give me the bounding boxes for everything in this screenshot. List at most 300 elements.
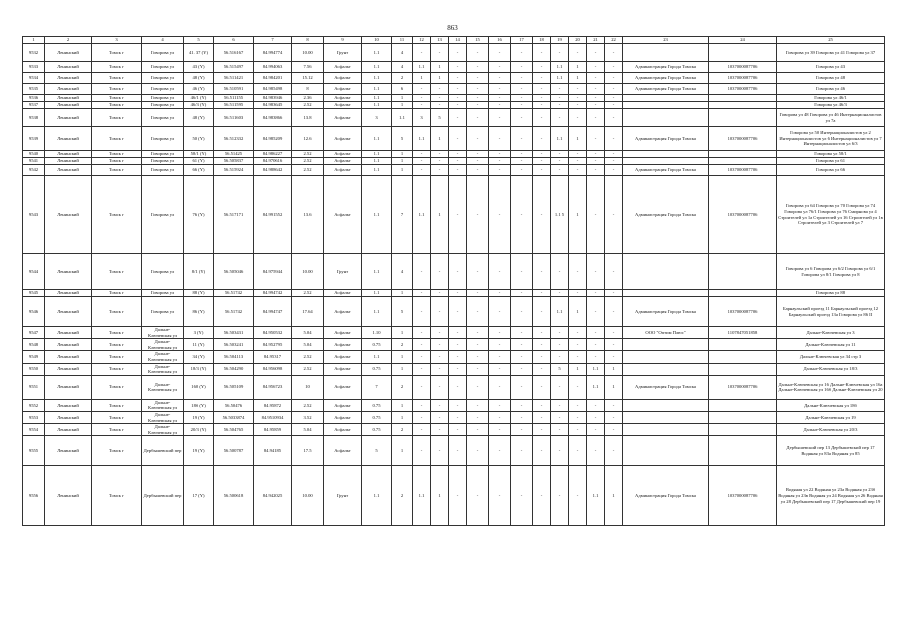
table-cell: 1.10 [362, 327, 392, 339]
table-cell: 9535 [23, 84, 45, 95]
table-cell [709, 363, 777, 375]
table-cell: - [587, 399, 605, 411]
table-cell: - [449, 466, 467, 526]
table-cell: - [449, 109, 467, 127]
header-cell: 21 [587, 37, 605, 44]
table-cell: 9552 [23, 399, 45, 411]
table-cell: - [511, 62, 533, 73]
table-cell: 1 [392, 290, 413, 297]
table-cell: - [467, 254, 489, 290]
table-cell: 43 (Y) [184, 62, 214, 73]
table-cell: Томск г [92, 436, 142, 466]
table-cell: - [489, 165, 511, 176]
header-cell: 17 [511, 37, 533, 44]
table-cell: 9542 [23, 165, 45, 176]
table-cell: - [431, 375, 449, 399]
table-cell: 84.988642 [254, 165, 292, 176]
table-cell: 84.94185 [254, 436, 292, 466]
table-cell: 1.1 [362, 127, 392, 151]
table-cell: 56.504765 [214, 424, 254, 436]
table-cell: Томск г [92, 109, 142, 127]
table-cell: 17.64 [292, 297, 324, 327]
table-cell: 2 [392, 424, 413, 436]
table-cell: - [587, 73, 605, 84]
table-cell: - [467, 399, 489, 411]
table-cell: Асфальт [324, 363, 362, 375]
table-cell: 5.04 [292, 327, 324, 339]
header-cell: 4 [142, 37, 184, 44]
table-cell: Говорова ул [142, 165, 184, 176]
table-cell: - [449, 424, 467, 436]
table-cell: Грунт [324, 44, 362, 62]
table-cell: 5.04 [292, 424, 324, 436]
table-cell [623, 363, 709, 375]
table-cell: 10.00 [292, 254, 324, 290]
table-cell [709, 254, 777, 290]
table-cell: - [605, 424, 623, 436]
header-cell: 23 [623, 37, 709, 44]
table-cell: Говорова ул 6 Говорова ул 6/2 Говорова ул 6/1 Говорова ул 8/1 Говорова ул 8 [777, 254, 885, 290]
table-cell [623, 95, 709, 102]
table-cell: - [431, 158, 449, 165]
table-cell: Асфальт [324, 339, 362, 351]
table-cell: - [449, 327, 467, 339]
table-cell: - [467, 109, 489, 127]
table-cell: - [449, 158, 467, 165]
table-cell: - [533, 327, 551, 339]
table-cell: - [511, 339, 533, 351]
table-cell: - [489, 375, 511, 399]
table-cell: Ленинский [45, 84, 92, 95]
table-cell: 84.975944 [254, 254, 292, 290]
table-cell: - [533, 127, 551, 151]
table-cell: 56.51742 [214, 290, 254, 297]
table-cell: Говорова ул 88 [777, 290, 885, 297]
table-cell: Асфальт [324, 109, 362, 127]
table-cell: 15.12 [292, 73, 324, 84]
table-cell: Говорова ул [142, 109, 184, 127]
header-cell: 16 [489, 37, 511, 44]
table-cell [623, 424, 709, 436]
table-cell: 1.1 [362, 176, 392, 254]
table-row [23, 327, 885, 339]
table-cell: - [413, 254, 431, 290]
table-cell: 1.1 [362, 62, 392, 73]
table-cell: - [489, 84, 511, 95]
table-cell: - [467, 363, 489, 375]
table-cell: 56.500618 [214, 466, 254, 526]
table-cell [623, 44, 709, 62]
table-cell: Дальне-Ключевская ул 34 стр 3 [777, 351, 885, 363]
table-cell: - [569, 436, 587, 466]
table-cell: Говорова ул [142, 44, 184, 62]
table-cell: Говорова ул [142, 127, 184, 151]
table-cell: - [467, 158, 489, 165]
table-cell: - [605, 165, 623, 176]
table-cell: 1.1 5 [551, 176, 569, 254]
table-cell: - [569, 102, 587, 109]
table-row [23, 363, 885, 375]
table-cell: - [431, 399, 449, 411]
header-cell: 5 [184, 37, 214, 44]
table-cell: - [511, 254, 533, 290]
table-cell: Дальне-Ключевская ул [142, 399, 184, 411]
table-cell: - [587, 102, 605, 109]
table-cell: 19 (Y) [184, 411, 214, 423]
table-cell: 1037000087706 [709, 466, 777, 526]
table-cell: Говорова ул 58/1 [777, 151, 885, 158]
table-cell: 5.04 [292, 339, 324, 351]
table-cell: Асфальт [324, 375, 362, 399]
table-cell: - [533, 466, 551, 526]
table-cell: 1.1 [362, 165, 392, 176]
table-cell: - [489, 151, 511, 158]
table-row [23, 375, 885, 399]
table-cell [623, 151, 709, 158]
table-cell: Ленинский [45, 44, 92, 62]
table-cell: 9549 [23, 351, 45, 363]
table-cell: - [533, 176, 551, 254]
table-cell: Ленинский [45, 327, 92, 339]
table-cell: - [533, 411, 551, 423]
table-cell: - [511, 411, 533, 423]
table-cell: Говорова ул [142, 84, 184, 95]
table-cell: Говорова ул [142, 151, 184, 158]
table-cell: - [587, 327, 605, 339]
header-row [23, 37, 885, 44]
table-cell: - [605, 73, 623, 84]
table-cell: - [449, 84, 467, 95]
table-cell: 5 [362, 436, 392, 466]
table-cell: - [533, 424, 551, 436]
table-cell: 84.983866 [254, 109, 292, 127]
table-cell: 1 [569, 127, 587, 151]
table-cell: 1107847051858 [709, 327, 777, 339]
table-cell: Дальне-Ключевская ул [142, 424, 184, 436]
table-cell: 9546 [23, 297, 45, 327]
table-cell: 160 (Y) [184, 375, 214, 399]
table-cell: - [511, 351, 533, 363]
table-cell: 0.75 [362, 339, 392, 351]
table-cell: - [605, 44, 623, 62]
table-cell [709, 339, 777, 351]
table-cell: - [467, 176, 489, 254]
table-cell: Администрация Города Томска [623, 127, 709, 151]
table-cell: - [511, 151, 533, 158]
table-cell: 1 [392, 95, 413, 102]
table-cell: Дальне-Ключевская ул [142, 375, 184, 399]
table-cell: Асфальт [324, 424, 362, 436]
table-cell: - [431, 84, 449, 95]
table-cell: - [449, 375, 467, 399]
table-cell: - [605, 399, 623, 411]
table-cell: 5 [392, 297, 413, 327]
table-row [23, 95, 885, 102]
table-cell: 84.95859 [254, 424, 292, 436]
table-cell: 1.1 [413, 127, 431, 151]
table-cell: Ленинский [45, 158, 92, 165]
table-cell: - [431, 151, 449, 158]
table-cell: 84.9510934 [254, 411, 292, 423]
table-cell: - [413, 158, 431, 165]
table-cell: - [413, 165, 431, 176]
table-cell: 1 [392, 102, 413, 109]
table-cell: Томск г [92, 84, 142, 95]
table-cell: 3.52 [292, 411, 324, 423]
table-cell: 56.511421 [214, 73, 254, 84]
table-cell: - [449, 339, 467, 351]
table-cell: 56.503431 [214, 327, 254, 339]
table-cell: 1 [392, 165, 413, 176]
table-cell: 84.985209 [254, 127, 292, 151]
table-cell: 5 [551, 363, 569, 375]
table-cell: Томск г [92, 62, 142, 73]
table-cell: - [551, 351, 569, 363]
table-cell: 9547 [23, 327, 45, 339]
table-row [23, 127, 885, 151]
table-cell: 1 [392, 363, 413, 375]
table-cell: 46 (Y) [184, 84, 214, 95]
table-cell: 1.1 [413, 176, 431, 254]
table-cell: - [533, 158, 551, 165]
table-cell: 9537 [23, 102, 45, 109]
table-cell: 48 (Y) [184, 109, 214, 127]
table-cell: - [569, 466, 587, 526]
table-cell: 1 [392, 327, 413, 339]
table-cell: - [489, 339, 511, 351]
table-cell: 1.1 [587, 375, 605, 399]
table-cell: 1 [569, 363, 587, 375]
header-cell: 2 [45, 37, 92, 44]
table-cell: 1037000087706 [709, 73, 777, 84]
table-cell: - [587, 351, 605, 363]
table-cell: - [605, 411, 623, 423]
table-cell: Асфальт [324, 158, 362, 165]
table-cell: - [569, 339, 587, 351]
table-cell: 1.1 [362, 95, 392, 102]
table-cell: Асфальт [324, 151, 362, 158]
table-cell: 10.00 [292, 44, 324, 62]
table-cell [623, 399, 709, 411]
table-cell: Томск г [92, 351, 142, 363]
table-cell: 7 [392, 176, 413, 254]
header-cell: 7 [254, 37, 292, 44]
table-cell: Асфальт [324, 102, 362, 109]
table-cell: 9538 [23, 109, 45, 127]
table-cell: Говорова ул [142, 297, 184, 327]
table-cell: 84.994774 [254, 44, 292, 62]
table-cell: Говорова ул [142, 95, 184, 102]
table-cell: Асфальт [324, 327, 362, 339]
table-cell: 9539 [23, 127, 45, 151]
table-cell: Асфальт [324, 436, 362, 466]
table-cell: - [489, 44, 511, 62]
table-cell: - [431, 44, 449, 62]
table-cell: - [511, 102, 533, 109]
table-cell: Говорова ул 43 [777, 62, 885, 73]
table-cell: - [489, 254, 511, 290]
table-cell: - [413, 95, 431, 102]
table-cell: 2.52 [292, 158, 324, 165]
table-cell: - [605, 176, 623, 254]
header-cell: 12 [413, 37, 431, 44]
table-cell: - [467, 297, 489, 327]
table-cell: - [511, 290, 533, 297]
table-cell: - [551, 84, 569, 95]
table-cell: 48 (Y) [184, 73, 214, 84]
table-cell: 76 (Y) [184, 176, 214, 254]
table-cell: 13.8 [292, 109, 324, 127]
table-cell: - [551, 327, 569, 339]
table-cell: 88 (Y) [184, 290, 214, 297]
table-cell: Томск г [92, 327, 142, 339]
table-cell: - [551, 466, 569, 526]
table-cell: - [467, 351, 489, 363]
table-cell [709, 399, 777, 411]
table-cell: 9554 [23, 424, 45, 436]
table-cell: 9533 [23, 62, 45, 73]
table-cell: 41. 37 (Y) [184, 44, 214, 62]
header-cell: 25 [777, 37, 885, 44]
table-cell: - [413, 351, 431, 363]
table-cell: - [413, 84, 431, 95]
table-cell: Ленинский [45, 411, 92, 423]
table-cell: 84.950532 [254, 327, 292, 339]
table-cell: - [413, 363, 431, 375]
table-cell: Грунт [324, 466, 362, 526]
table-cell: - [431, 254, 449, 290]
table-cell: Томск г [92, 411, 142, 423]
table-cell: - [511, 399, 533, 411]
table-row [23, 290, 885, 297]
table-cell: - [533, 95, 551, 102]
table-cell: - [569, 327, 587, 339]
table-row [23, 158, 885, 165]
table-cell: Асфальт [324, 176, 362, 254]
table-cell: Говорова ул 66 [777, 165, 885, 176]
table-cell: Ленинский [45, 424, 92, 436]
table-cell: Асфальт [324, 73, 362, 84]
table-cell: 9544 [23, 254, 45, 290]
table-cell: 2.52 [292, 399, 324, 411]
table-cell: 9555 [23, 436, 45, 466]
table-cell: - [511, 109, 533, 127]
header-cell: 6 [214, 37, 254, 44]
table-cell [709, 44, 777, 62]
table-cell: - [587, 151, 605, 158]
table-cell: - [587, 290, 605, 297]
table-cell: Ленинский [45, 62, 92, 73]
header-cell: 3 [92, 37, 142, 44]
table-cell: - [569, 165, 587, 176]
table-cell [709, 158, 777, 165]
table-cell: - [551, 424, 569, 436]
table-cell: 18/3 (Y) [184, 363, 214, 375]
table-cell: Томск г [92, 176, 142, 254]
table-cell: - [413, 44, 431, 62]
table-cell: 9553 [23, 411, 45, 423]
table-cell: Говорова ул 64 Говорова ул 70 Говорова ул 74 Говорова ул 76/1 Говорова ул 76 Смирнова ул 4 Строителей ул 1а Строителей ул 16 Строителей ул 1в Строителей ул 3 Строителей ул 7 [777, 176, 885, 254]
table-cell: 10.00 [292, 466, 324, 526]
table-cell: - [489, 62, 511, 73]
table-cell: 9532 [23, 44, 45, 62]
table-cell: 1.1 [362, 151, 392, 158]
table-cell: - [511, 127, 533, 151]
table-cell: 2.36 [292, 95, 324, 102]
table-cell: 9548 [23, 339, 45, 351]
table-cell: Говорова ул [142, 290, 184, 297]
table-cell: - [511, 158, 533, 165]
table-cell: Ленинский [45, 102, 92, 109]
table-cell: 1.1 [362, 254, 392, 290]
table-cell: - [605, 327, 623, 339]
table-cell [709, 95, 777, 102]
table-cell: - [533, 84, 551, 95]
table-cell: - [533, 436, 551, 466]
table-cell: Томск г [92, 151, 142, 158]
header-cell: 13 [431, 37, 449, 44]
table-cell: - [551, 436, 569, 466]
table-cell: 1.1 [413, 62, 431, 73]
table-cell: - [533, 399, 551, 411]
table-cell: Дербышевский пер 13 Дербышевский пер 17 Водяная ул 83а Водяная ул 85 [777, 436, 885, 466]
table-cell: - [489, 363, 511, 375]
table-cell: - [569, 411, 587, 423]
table-cell: 1 [605, 375, 623, 399]
table-cell: - [605, 102, 623, 109]
table-cell: - [511, 436, 533, 466]
table-cell: 4 [392, 44, 413, 62]
table-cell: Томск г [92, 424, 142, 436]
table-cell: 9550 [23, 363, 45, 375]
table-cell: 84.985498 [254, 84, 292, 95]
table-cell: 1.1 [362, 84, 392, 95]
table-cell: 46/3 (Y) [184, 102, 214, 109]
table-cell: - [551, 375, 569, 399]
table-cell: - [511, 95, 533, 102]
table-cell: - [431, 339, 449, 351]
table-cell: - [551, 109, 569, 127]
table-cell: 1.1 [392, 109, 413, 127]
table-cell: 2.52 [292, 165, 324, 176]
table-cell: 1 [605, 466, 623, 526]
table-cell: Администрация Города Томска [623, 375, 709, 399]
table-cell: - [467, 424, 489, 436]
table-cell: 9534 [23, 73, 45, 84]
table-cell: - [431, 102, 449, 109]
table-cell: - [413, 375, 431, 399]
table-cell: Ленинский [45, 176, 92, 254]
table-cell: 56.51742 [214, 297, 254, 327]
table-cell: Томск г [92, 399, 142, 411]
table-cell: 1037000087706 [709, 297, 777, 327]
table-cell: - [533, 339, 551, 351]
table-cell: 3 (Y) [184, 327, 214, 339]
table-cell: Томск г [92, 158, 142, 165]
table-cell: 56.505837 [214, 158, 254, 165]
table-cell: - [489, 411, 511, 423]
table-cell: 18б (Y) [184, 399, 214, 411]
table-cell: 13.6 [292, 176, 324, 254]
table-cell: 56.515497 [214, 62, 254, 73]
header-cell: 10 [362, 37, 392, 44]
table-cell: 1 [392, 411, 413, 423]
table-cell: Говорова ул [142, 73, 184, 84]
table-cell: - [605, 84, 623, 95]
table-cell: - [533, 165, 551, 176]
table-cell [709, 290, 777, 297]
table-cell: - [569, 424, 587, 436]
